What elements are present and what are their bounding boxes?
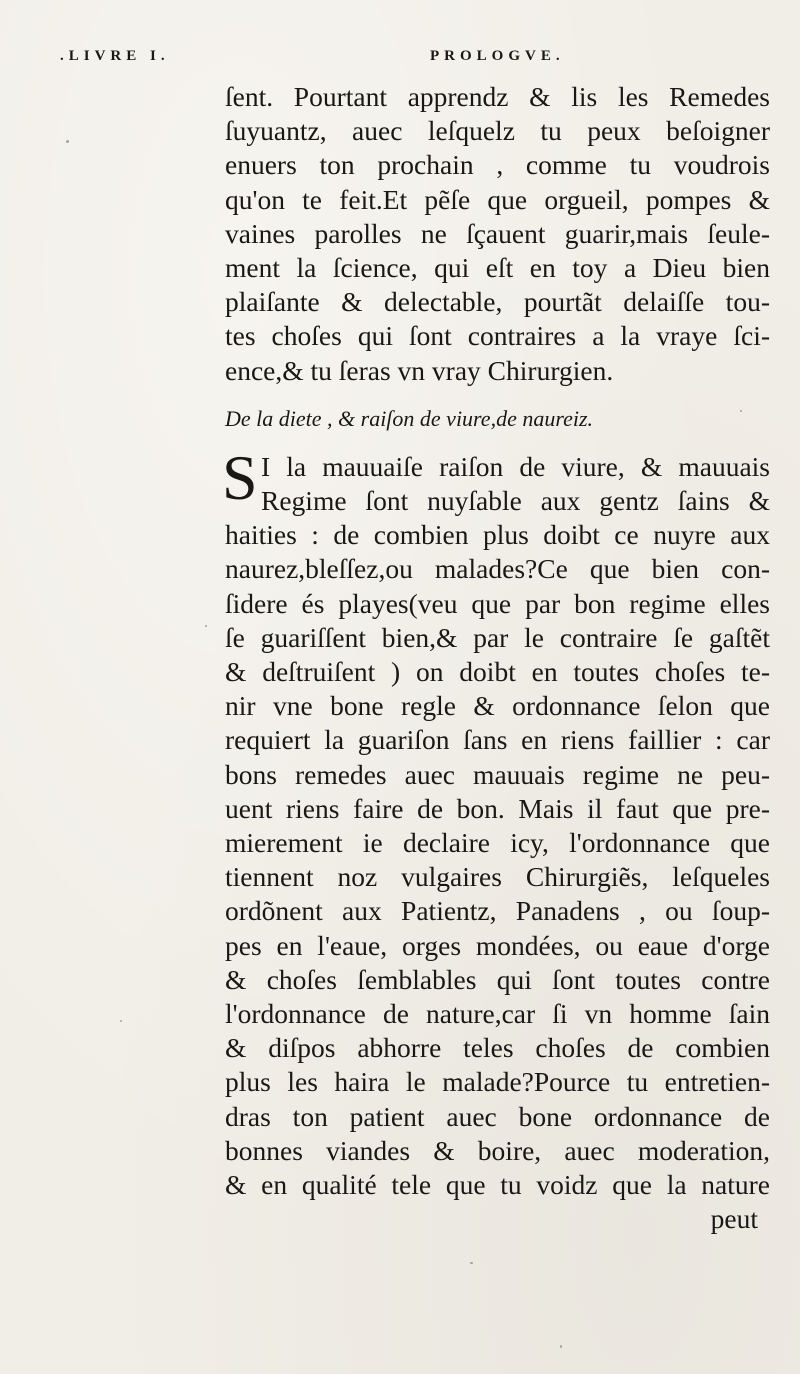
text-line-second: Regime ſont nuyſable aux gentz ſains &	[261, 485, 770, 517]
text-line: plus les haira le malade?Pource tu entretien-	[225, 1066, 770, 1098]
text-line: vaines parolles ne ſçauent guarir,mais ſeule-	[225, 217, 770, 249]
text-line: haities : de combien plus doibt ce nuyre aux	[225, 519, 770, 551]
text-line: dras ton patient auec bone ordonnance de	[225, 1100, 770, 1132]
text-line: uent riens faire de bon. Mais il faut que pre-	[225, 792, 770, 824]
paper-speck	[560, 1345, 562, 1348]
text-line: enuers ton prochain , comme tu voudrois	[225, 149, 770, 181]
text-line: & choſes ſemblables qui ſont toutes contre	[225, 963, 770, 995]
text-line: ence,& tu ſeras vn vray Chirurgien.	[225, 354, 614, 386]
text-block	[222, 80, 770, 1237]
text-line: & en qualité tele que tu voidz que la nature	[225, 1169, 770, 1201]
paragraph-2	[222, 441, 770, 1237]
paper-speck	[740, 410, 742, 412]
paper-speck	[205, 625, 207, 627]
text-line: nir vne bone regle & ordonnance ſelon que	[225, 690, 770, 722]
text-line: requiert la guariſon ſans en riens faillier : car	[225, 724, 770, 756]
running-head-title: PROLOGVE.	[430, 48, 565, 64]
text-line: ordõnent aux Patientz, Panadens , ou ſoup-	[225, 895, 770, 927]
text-line: pes en l'eaue, orges mondées, ou eaue d'orge	[225, 929, 770, 961]
text-line: & deſtruiſent ) on doibt en toutes choſes te-	[225, 656, 770, 688]
text-line: naurez,bleſſez,ou malades?Ce que bien con-	[225, 553, 770, 585]
paper-speck	[66, 140, 69, 143]
running-head-book: .LIVRE I.	[60, 48, 170, 64]
paragraph-1	[225, 80, 770, 388]
text-line: tes choſes qui ſont contraires a la vraye ſci-	[225, 320, 770, 352]
text-line: & diſpos abhorre teles choſes de combien	[225, 1032, 770, 1064]
text-line: plaiſante & delectable, pourtãt delaiſſe tou-	[225, 286, 770, 318]
text-line: tiennent noz vulgaires Chirurgiẽs, leſqueles	[225, 861, 770, 893]
catchword: peut	[710, 1203, 758, 1235]
text-line: mierement ie declaire icy, l'ordonnance que	[225, 827, 770, 859]
text-line: ſuyuantz, auec leſquelz tu peux beſoigner	[225, 115, 770, 147]
drop-cap: S	[222, 441, 258, 513]
text-line: bons remedes auec mauuais regime ne peu-	[225, 758, 770, 790]
text-line: bonnes viandes & boire, auec moderation,	[225, 1134, 770, 1166]
paper-speck	[120, 1020, 122, 1022]
text-line: qu'on te feit.Et pẽſe que orgueil, pompes &	[225, 183, 770, 215]
text-line: l'ordonnance de nature,car ſi vn homme ſain	[225, 998, 770, 1030]
text-line: ſent. Pourtant apprendz & lis les Remedes	[225, 81, 770, 112]
text-line: ment la ſcience, qui eſt en toy a Dieu bien	[225, 252, 770, 284]
running-head	[60, 48, 760, 70]
text-line: ſidere és playes(veu que par bon regime elles	[225, 587, 770, 619]
paper-speck	[470, 1262, 473, 1264]
text-line: ſe guariſſent bien,& par le contraire ſe gaſtẽt	[225, 621, 770, 653]
section-heading: De la diete , & raiſon de viure,de naureiz.	[225, 405, 594, 431]
text-line-first-text: I la mauuaiſe raiſon de viure, & mauuais	[261, 450, 770, 482]
